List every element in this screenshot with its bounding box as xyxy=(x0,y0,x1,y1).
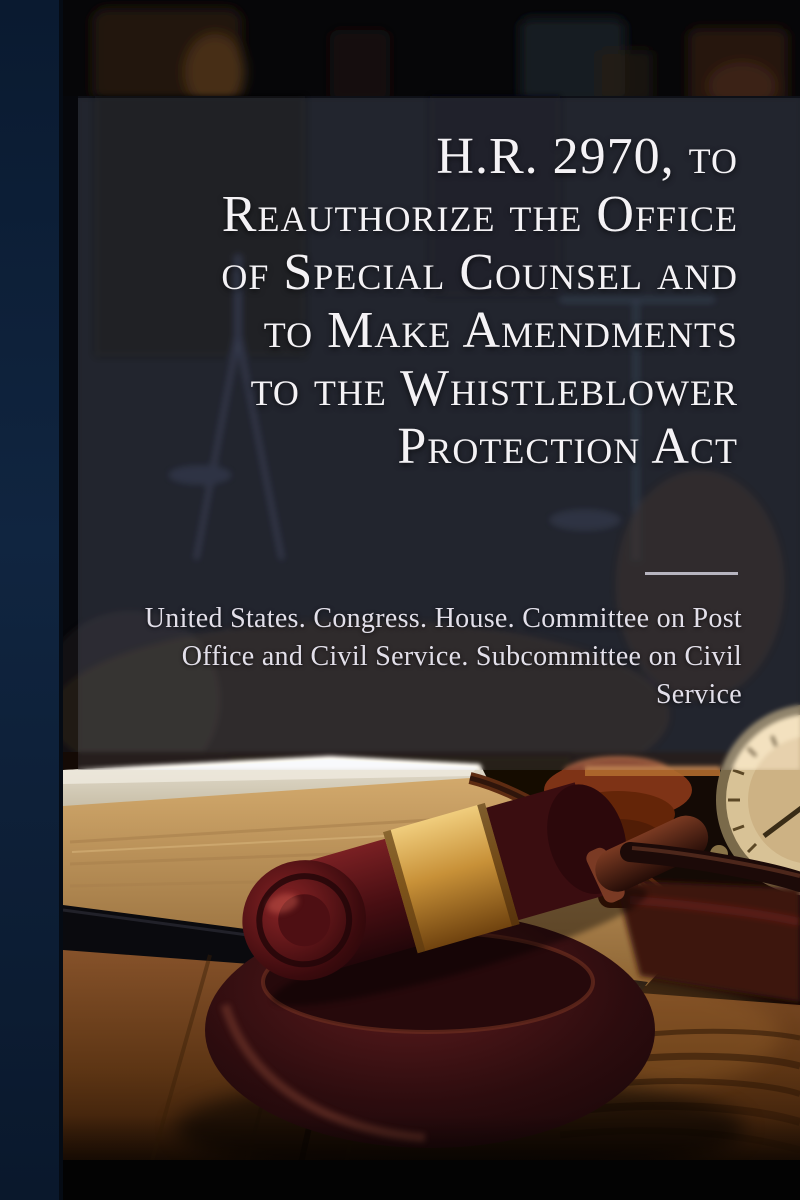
title-line: H.R. 2970, to xyxy=(436,128,738,185)
author-line: United States. Congress. House. Committee on Post xyxy=(144,603,742,634)
spine-strip xyxy=(0,0,63,1200)
book-author xyxy=(106,600,742,714)
book-title xyxy=(106,128,738,476)
title-line: of Special Counsel and xyxy=(221,244,738,301)
title-panel xyxy=(78,98,800,770)
author-line: Office and Civil Service. Subcommittee on Civil xyxy=(181,641,742,672)
author-line: Service xyxy=(655,679,742,710)
title-author-divider xyxy=(645,572,738,575)
title-line: Protection Act xyxy=(397,418,738,475)
title-line: to Make Amendments xyxy=(263,302,738,359)
title-line: to the Whistleblower xyxy=(250,360,738,417)
bottom-vignette xyxy=(0,1115,800,1200)
title-line: Reauthorize the Office xyxy=(221,186,738,243)
